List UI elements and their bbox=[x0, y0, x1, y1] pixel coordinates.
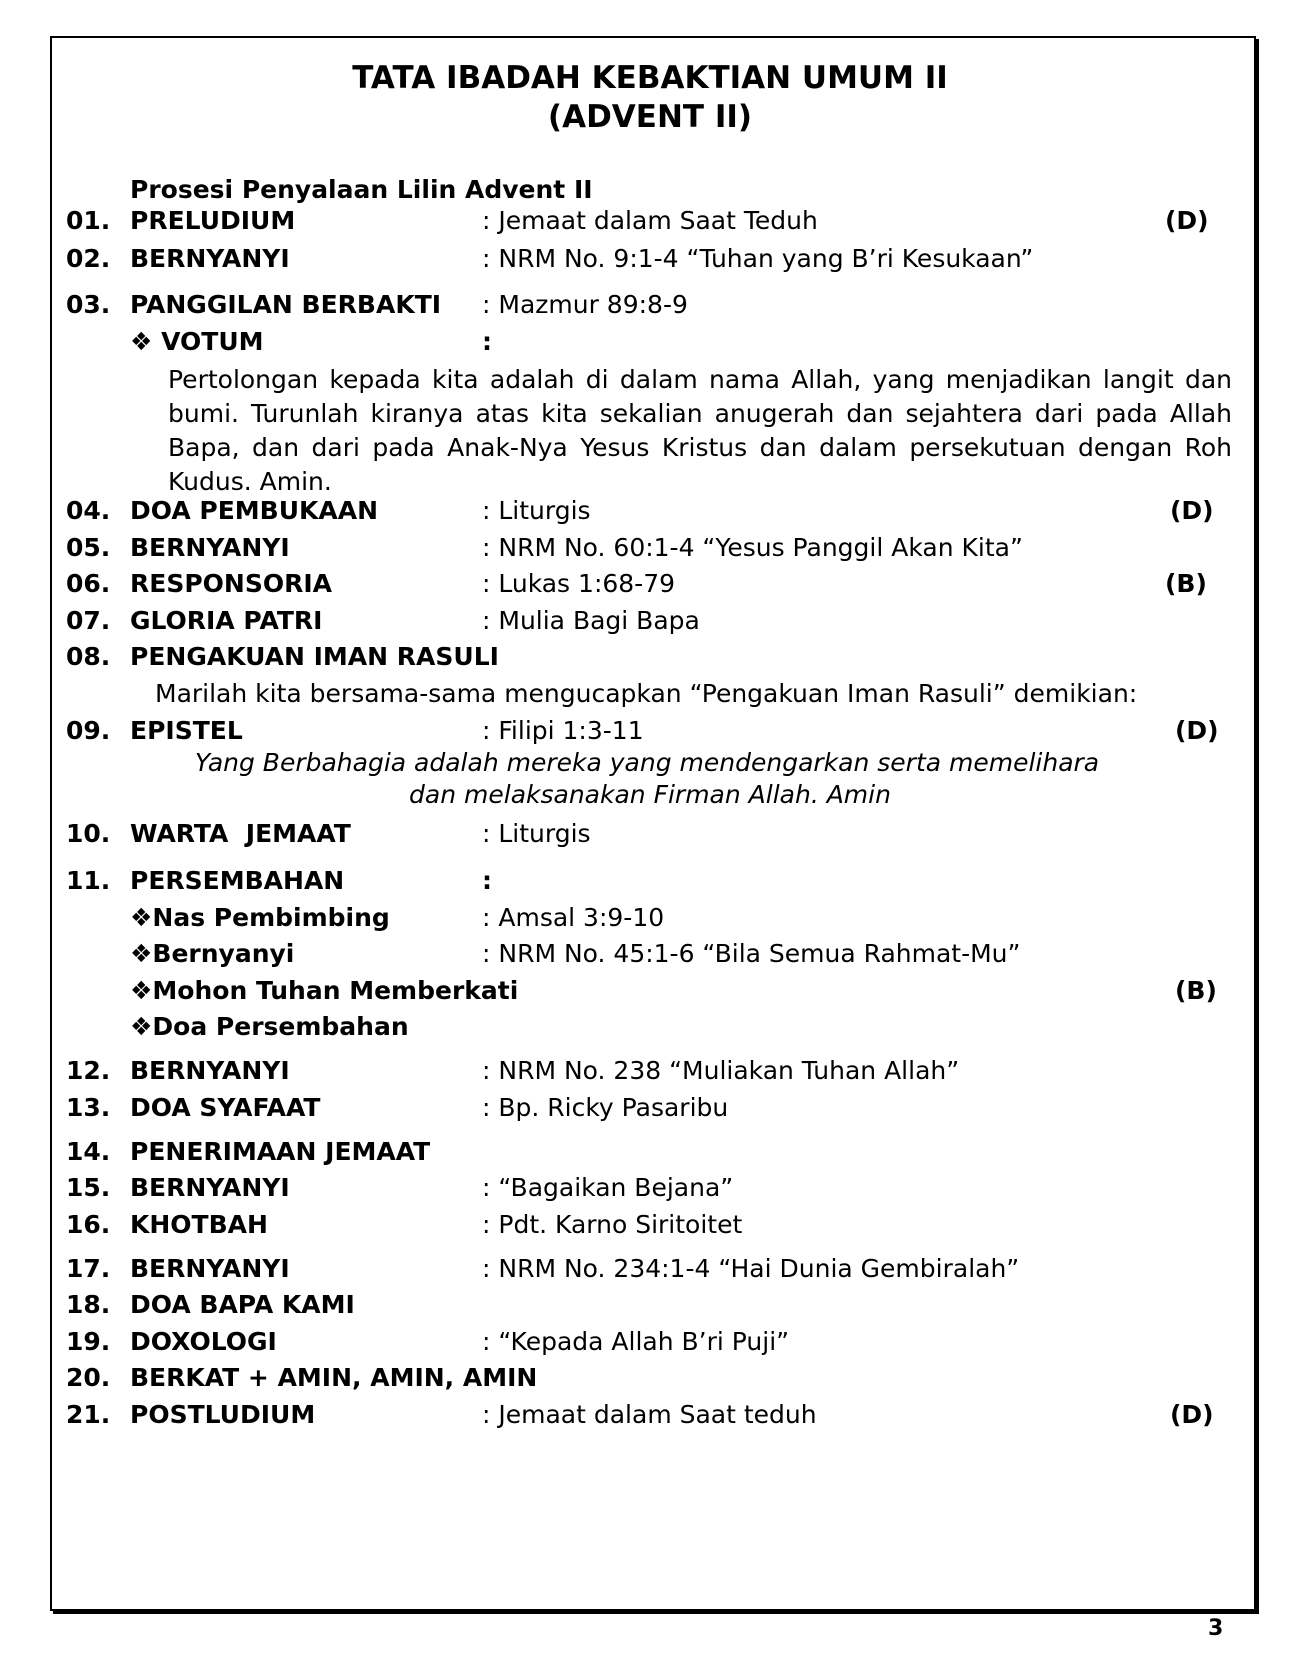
item-label: BERNYANYI bbox=[130, 244, 290, 273]
item-label: GLORIA PATRI bbox=[130, 606, 323, 635]
item-value: : Filipi 1:3-11 bbox=[482, 716, 644, 745]
item-label: BERNYANYI bbox=[130, 1173, 290, 1202]
item-value: : Lukas 1:68-79 bbox=[482, 569, 676, 598]
offering-sub-label: ❖Nas Pembimbing bbox=[130, 903, 390, 932]
item-label: KHOTBAH bbox=[130, 1210, 268, 1239]
item-value: : Liturgis bbox=[482, 819, 591, 848]
item-number: 03. bbox=[66, 290, 111, 319]
item-value: : NRM No. 238 “Muliakan Tuhan Allah” bbox=[482, 1056, 960, 1085]
item-number: 01. bbox=[66, 206, 111, 235]
item-value: : Pdt. Karno Siritoitet bbox=[482, 1210, 743, 1239]
document-title: TATA IBADAH KEBAKTIAN UMUM II bbox=[352, 60, 948, 96]
item-code: (D) bbox=[1175, 716, 1219, 745]
offering-sub-code: (B) bbox=[1175, 976, 1217, 1005]
item-number: 11. bbox=[66, 866, 111, 895]
item-value: : bbox=[482, 866, 492, 895]
item-number: 09. bbox=[66, 716, 111, 745]
item-label: PENGAKUAN IMAN RASULI bbox=[130, 642, 499, 671]
document-subtitle: (ADVENT II) bbox=[547, 99, 753, 135]
item-label: PANGGILAN BERBAKTI bbox=[130, 290, 442, 319]
item-number: 13. bbox=[66, 1093, 111, 1122]
offering-sub-value: : Amsal 3:9-10 bbox=[482, 903, 665, 932]
offering-sub-label: ❖Bernyanyi bbox=[130, 939, 295, 968]
item-code: (D) bbox=[1170, 496, 1214, 525]
item-value: : “Bagaikan Bejana” bbox=[482, 1173, 734, 1202]
item-label: DOA SYAFAAT bbox=[130, 1093, 321, 1122]
creed-intro: Marilah kita bersama-sama mengucapkan “Pengakuan Iman Rasuli” demikian: bbox=[155, 679, 1138, 708]
item-label: BERNYANYI bbox=[130, 1056, 290, 1085]
item-number: 10. bbox=[66, 819, 111, 848]
item-label: WARTA JEMAAT bbox=[130, 819, 351, 848]
item-number: 06. bbox=[66, 569, 111, 598]
item-value: : NRM No. 9:1-4 “Tuhan yang B’ri Kesukaan” bbox=[482, 244, 1034, 273]
item-number: 04. bbox=[66, 496, 111, 525]
offering-sub-value: : NRM No. 45:1-6 “Bila Semua Rahmat-Mu” bbox=[482, 939, 1021, 968]
epistle-response-line2: dan melaksanakan Firman Allah. Amin bbox=[409, 780, 891, 809]
item-label: PERSEMBAHAN bbox=[130, 866, 345, 895]
item-number: 08. bbox=[66, 642, 111, 671]
votum-label: ❖ VOTUM bbox=[130, 327, 264, 356]
item-label: PRELUDIUM bbox=[130, 206, 296, 235]
item-number: 12. bbox=[66, 1056, 111, 1085]
item-label: BERKAT + AMIN, AMIN, AMIN bbox=[130, 1363, 538, 1392]
item-value: : “Kepada Allah B’ri Puji” bbox=[482, 1327, 790, 1356]
item-number: 17. bbox=[66, 1254, 111, 1283]
item-number: 05. bbox=[66, 533, 111, 562]
epistle-response-line1: Yang Berbahagia adalah mereka yang mendengarkan serta memelihara bbox=[194, 748, 1100, 777]
item-value: : Mulia Bagi Bapa bbox=[482, 606, 700, 635]
procession-heading: Prosesi Penyalaan Lilin Advent II bbox=[130, 175, 593, 204]
item-value: : Bp. Ricky Pasaribu bbox=[482, 1093, 729, 1122]
item-value: : Jemaat dalam Saat Teduh bbox=[482, 206, 818, 235]
item-label: BERNYANYI bbox=[130, 533, 290, 562]
item-label: BERNYANYI bbox=[130, 1254, 290, 1283]
item-code: (D) bbox=[1165, 206, 1209, 235]
item-number: 07. bbox=[66, 606, 111, 635]
item-code: (D) bbox=[1170, 1400, 1214, 1429]
item-number: 15. bbox=[66, 1173, 111, 1202]
offering-sub-label: ❖Doa Persembahan bbox=[130, 1012, 409, 1041]
item-value: : NRM No. 234:1-4 “Hai Dunia Gembiralah” bbox=[482, 1254, 1020, 1283]
votum-text: Pertolongan kepada kita adalah di dalam nama Allah, yang menjadikan langit dan bumi. Turunlah kiranya atas kita sekalian anugerah dan sejahtera dari pada Allah Bapa, dan dari pada Anak-Nya Yesus Kristus dan dalam persekutuan dengan Roh Kudus. Amin. bbox=[168, 365, 1232, 496]
item-value: : Liturgis bbox=[482, 496, 591, 525]
item-number: 18. bbox=[66, 1290, 111, 1319]
item-label: DOA PEMBUKAAN bbox=[130, 496, 379, 525]
item-number: 20. bbox=[66, 1363, 111, 1392]
item-number: 16. bbox=[66, 1210, 111, 1239]
item-label: DOA BAPA KAMI bbox=[130, 1290, 355, 1319]
page-number: 3 bbox=[1208, 1616, 1224, 1641]
item-number: 19. bbox=[66, 1327, 111, 1356]
item-value: : NRM No. 60:1-4 “Yesus Panggil Akan Kita” bbox=[482, 533, 1023, 562]
item-number: 02. bbox=[66, 244, 111, 273]
item-number: 21. bbox=[66, 1400, 111, 1429]
item-code: (B) bbox=[1165, 569, 1207, 598]
item-label: RESPONSORIA bbox=[130, 569, 332, 598]
item-number: 14. bbox=[66, 1137, 111, 1166]
item-label: PENERIMAAN JEMAAT bbox=[130, 1137, 431, 1166]
item-value: : Jemaat dalam Saat teduh bbox=[482, 1400, 817, 1429]
offering-sub-label: ❖Mohon Tuhan Memberkati bbox=[130, 976, 519, 1005]
item-label: POSTLUDIUM bbox=[130, 1400, 316, 1429]
item-label: EPISTEL bbox=[130, 716, 243, 745]
item-value: : Mazmur 89:8-9 bbox=[482, 290, 688, 319]
item-label: DOXOLOGI bbox=[130, 1327, 277, 1356]
votum-colon: : bbox=[482, 327, 492, 356]
